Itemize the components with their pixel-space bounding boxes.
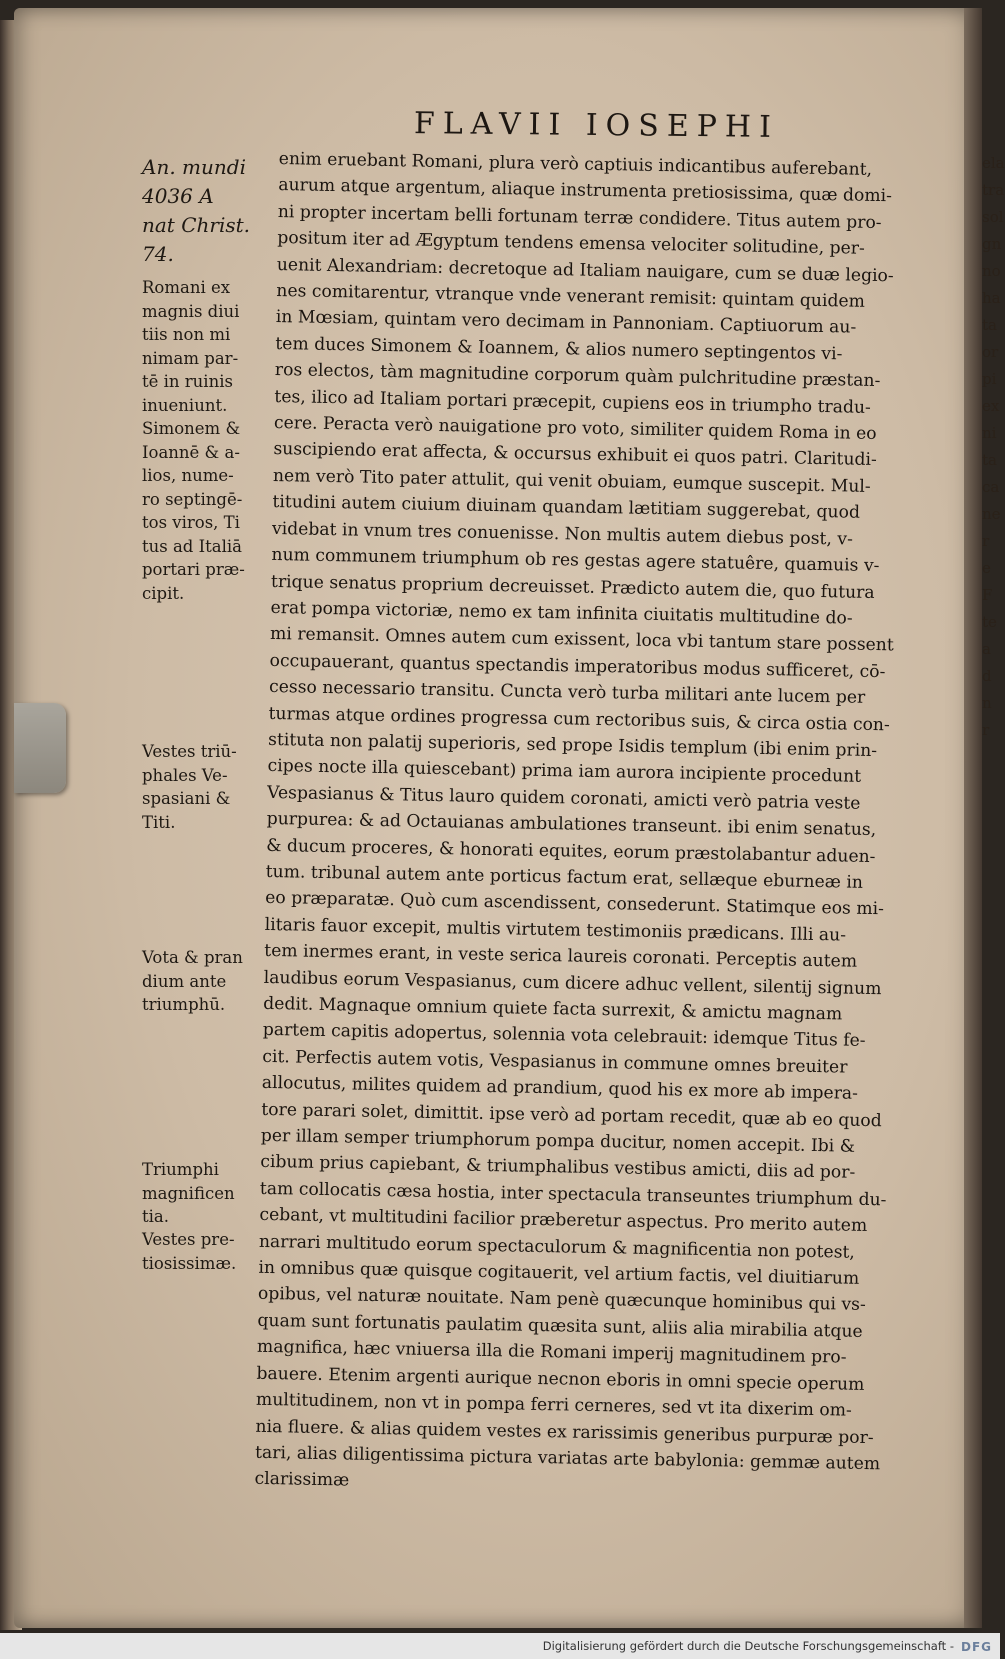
text-line: opibus, vel naturæ nouitate. Nam penè quæcunque hominibus qui vs- — [257, 1284, 866, 1316]
fragment-line: or — [982, 343, 999, 361]
margin-note-line: Vestes triū- — [142, 742, 237, 761]
text-line: multitudinem, non vt in pompa ferri cerneres, sed vt ita dixerim om- — [255, 1389, 852, 1421]
margin-note-line: spasiani & — [142, 789, 231, 808]
margin-note-line: magnis diui — [142, 301, 240, 321]
text-line: videbat in vnum tres conuenisse. Non multis autem diebus post, v- — [271, 518, 854, 550]
margin-note-line: tiis non mi — [142, 325, 231, 344]
margin-note-line: Titi. — [142, 812, 176, 832]
text-line: allocutus, milites quidem ad prandium, quod his ex more ab impera- — [261, 1073, 859, 1104]
margin-note-line: nimam par- — [142, 348, 239, 368]
text-line: eo præparatæ. Quò cum ascendissent, consederunt. Statimque eos mi- — [265, 888, 885, 920]
fragment-line: ni — [982, 424, 997, 442]
margin-note-vestes-pretiosissimae — [142, 1228, 277, 1275]
text-line: tam collocatis cæsa hostia, inter spectacula transeuntes triumphum du- — [259, 1178, 887, 1211]
text-line: partem capitis adopertus, solennia vota celebrauit: idemque Titus fe- — [262, 1020, 866, 1052]
text-line: nes comitarentur, vtranque vnde venerant remisit: quintam quidem — [276, 281, 866, 312]
text-line: turmas atque ordines progressa cum rectoribus suis, & circa ostia con- — [268, 703, 890, 735]
text-line: mi remansit. Omnes autem cum exissent, loca vbi tantum stare possent — [269, 624, 894, 656]
fragment-line: ta — [982, 451, 997, 469]
margin-note-line: phales Ve- — [142, 765, 228, 785]
text-line: in omnibus quæ quisque cogitauerit, vel artium factis, vel diuitiarum — [258, 1257, 860, 1289]
text-line: erat pompa victoriæ, nemo ex tam infinita ciuitatis multitudine do- — [270, 597, 853, 629]
text-line: tum. tribunal autem ante porticus factum erat, sellæque eburneæ in — [265, 861, 864, 893]
fragment-line: n — [982, 694, 992, 712]
text-line: num communem triumphum ob res gestas agere statuêre, quamuis v- — [271, 545, 880, 577]
text-line: titudini autem ciuium diuinam quandam lætitiam suggerebat, quod — [272, 492, 861, 523]
margin-note-vestes-triumphales — [142, 740, 277, 834]
text-line: litaris fauor excepit, multis virtutem testimoniis prædicans. Illi au- — [264, 914, 847, 946]
text-line: trique senatus proprium decreuisset. Prædicto autem die, quo futura — [270, 571, 875, 603]
text-line: & ducum proceres, & honorati equites, eorum præstolabantur aduen- — [265, 835, 876, 867]
fragment-line: r — [982, 721, 990, 739]
fragment-line: ela — [982, 154, 1005, 172]
fragment-line: no — [982, 262, 1001, 280]
text-line: uenit Alexandriam: decretoque ad Italiam nauigare, cum se duæ legio- — [276, 254, 894, 286]
margin-note-line: triumphū. — [142, 995, 226, 1014]
text-line: ni propter incertam belli fortunam terræ condidere. Titus autem pro- — [277, 201, 882, 233]
margin-note-line: dium ante — [142, 971, 227, 991]
text-line: positum iter ad Ægyptum tendens emensa velociter solitudine, per- — [277, 228, 865, 259]
text-line: suscipiendo erat affecta, & occursus exhibuit ei quos patri. Claritudi- — [273, 439, 877, 471]
margin-note-line: cipit. — [142, 583, 185, 603]
bookmark-tab — [14, 703, 66, 793]
margin-note-line: ro septingē- — [142, 489, 243, 509]
book-page — [14, 8, 982, 1628]
fragment-line: r — [982, 532, 990, 550]
margin-note-line: Ioannē & a- — [142, 442, 240, 462]
margin-note-line: tiosissimæ. — [142, 1253, 237, 1273]
text-line: tem inermes erant, in veste serica laureis coronati. Perceptis autem — [264, 941, 858, 972]
margin-note-line: Vestes pre- — [142, 1230, 235, 1249]
fragment-line: te — [982, 613, 997, 631]
fragment-line: d — [982, 667, 992, 685]
text-line: cit. Perfectis autem votis, Vespasianus in commune omnes breuiter — [262, 1046, 848, 1078]
next-page-edge — [964, 8, 982, 1628]
text-line: cibum prius capiebant, & triumphalibus vestibus amicti, diis ad por- — [260, 1152, 856, 1184]
text-line: bauere. Etenim argenti aurique necnon eboris in omni specie operum — [256, 1363, 865, 1395]
fragment-line: ne — [982, 505, 1001, 523]
margin-note-line: tus ad Italiā — [142, 536, 242, 556]
footer-bar — [0, 1633, 1000, 1659]
dfg-logo: DFG — [960, 1640, 992, 1654]
margin-note-line: tos viros, Ti — [142, 513, 240, 532]
text-line: Vespasianus & Titus lauro quidem coronati, amicti verò patria veste — [266, 782, 861, 814]
text-line: clarissimæ — [254, 1469, 350, 1491]
margin-note-line: Romani ex — [142, 278, 231, 297]
margin-note-line: Vota & pran — [142, 948, 243, 967]
text-line: quam sunt fortunatis paulatim quæsita sunt, aliis alia mirabilia atque — [257, 1310, 863, 1342]
text-line: stituta non palatij superioris, sed prope Isidis templum (ibi enim prin- — [267, 729, 878, 761]
text-line: aurum atque argentum, aliaque instrumenta pretiosissima, quæ domi- — [278, 175, 893, 207]
text-line: occupauerant, quantus spectandis imperatoribus modus sufficeret, cō- — [269, 650, 886, 682]
text-line: tes, ilico ad Italiam portari præcepit, cupiens eos in triumpho tradu- — [274, 386, 871, 418]
margin-note-romani — [142, 276, 277, 605]
margin-date-line: nat Christ. — [142, 213, 250, 237]
text-line: dedit. Magnaque omnium quiete facta surrexit, & amictu magnam — [263, 993, 843, 1025]
margin-note-line: magnificen — [142, 1183, 235, 1203]
text-line: ros electos, tàm magnitudine corporum quàm pulchritudine præstan- — [274, 360, 881, 392]
text-line: cebant, vt multitudini facilior præberetur aspectus. Pro merito autem — [259, 1205, 868, 1237]
text-line: tem duces Simonem & Ioannem, & alios numero septingentos vi- — [275, 333, 843, 365]
fragment-line: tra — [982, 181, 1005, 199]
fragment-line: ta — [982, 316, 997, 334]
text-line: narrari multitudo eorum spectaculorum & magnificentia non potest, — [258, 1231, 856, 1263]
text-line: cesso necessario transitu. Cuncta verò turba militari ante lucem per — [268, 677, 866, 708]
text-line: nem verò Tito pater attulit, qui venit obuiam, eumque suscepit. Mul- — [272, 465, 871, 497]
margin-note-line: inueniunt. — [142, 395, 228, 415]
margin-date — [142, 153, 277, 269]
fragment-line: sol — [982, 208, 1004, 226]
text-line: per illam semper triumphorum pompa ducitur, nomen accepit. Ibi & — [260, 1125, 856, 1157]
footer-credit: Digitalisierung gefördert durch die Deutsche Forschungsgemeinschaft - — [542, 1639, 954, 1653]
text-line: tari, alias diligentissima pictura variatas arte babylonia: gemmæ autem — [254, 1442, 881, 1475]
text-line: magnifica, hæc vniuersa illa die Romani imperij magnitudinem pro- — [256, 1337, 847, 1368]
text-line: laudibus eorum Vespasianus, cum dicere adhuc vellent, silentij signum — [263, 967, 882, 999]
text-line: in Mœsiam, quintam vero decimam in Pannoniam. Captiuorum au- — [275, 307, 857, 339]
margin-note-line: portari præ- — [142, 560, 245, 579]
margin-note-line: tia. — [142, 1207, 169, 1226]
fragment-line: ha — [982, 289, 1001, 307]
margin-date-line: An. mundi — [142, 155, 246, 179]
margin-note-line: Simonem & — [142, 419, 241, 438]
margin-note-vota — [142, 946, 277, 1017]
fragment-line: ex — [982, 397, 1000, 415]
fragment-line: pi — [982, 370, 997, 388]
margin-note-line: Triumphi — [142, 1160, 219, 1179]
facing-page-fragments — [982, 150, 1005, 744]
fragment-line: F — [982, 586, 993, 604]
text-line: cipes nocte illa quiescebant) prima iam aurora incipiente procedunt — [267, 756, 862, 788]
text-line: enim eruebant Romani, plura verò captiuis indicantibus auferebant, — [278, 148, 873, 180]
fragment-line: a — [982, 640, 991, 658]
margin-date-line: 74. — [142, 242, 174, 266]
fragment-line: gn — [982, 235, 1002, 253]
margin-date-line: 4036 A — [142, 184, 214, 208]
fragment-line: ca — [982, 478, 1000, 496]
margin-note-triumphi — [142, 1158, 277, 1229]
text-line: tore parari solet, dimittit. ipse verò ad portam recedit, quæ ab eo quod — [261, 1099, 882, 1131]
margin-note-line: tē in ruinis — [142, 372, 233, 391]
text-line: cere. Peracta verò nauigatione pro voto, similiter quidem Roma in eo — [273, 413, 877, 445]
running-header: FLAVII IOSEPHI — [413, 106, 780, 145]
fragment-line: e — [982, 559, 991, 577]
text-line: purpurea: & ad Octauianas ambulationes transeunt. ibi enim senatus, — [266, 809, 877, 841]
text-line: nia fluere. & alias quidem vestes ex rarissimis generibus purpuræ por- — [255, 1416, 874, 1448]
main-text-column — [254, 146, 944, 1505]
margin-note-line: lios, nume- — [142, 466, 234, 485]
